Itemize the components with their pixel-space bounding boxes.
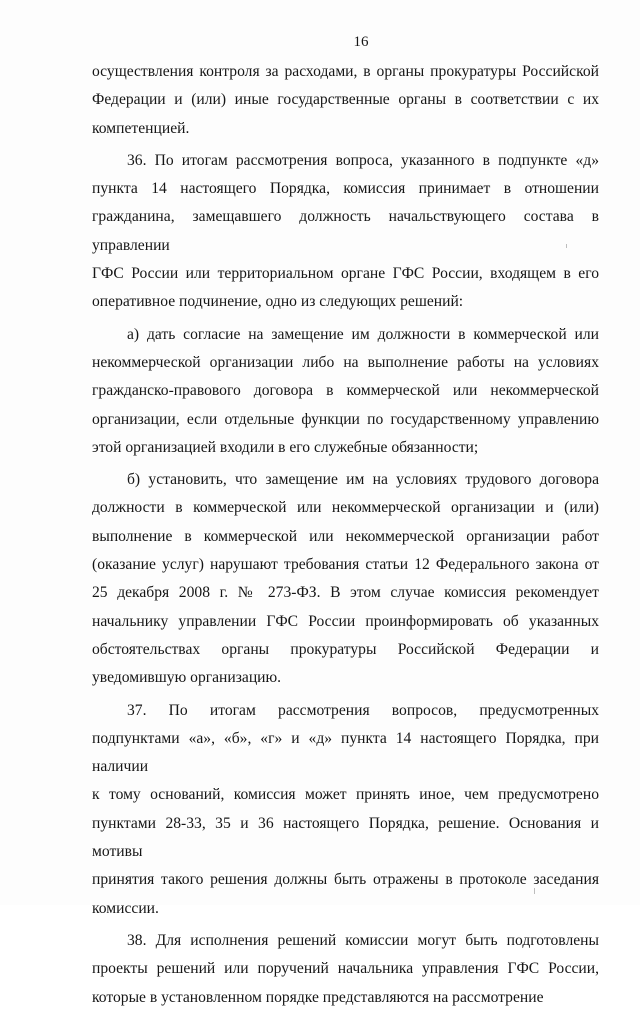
text-line: должности в коммерческой или некоммерческой организации и (или): [92, 499, 599, 517]
text-line: выполнение в коммерческой или некоммерческой организации работ: [92, 527, 599, 545]
text-line: которые в установленном порядке представляются на рассмотрение: [92, 988, 544, 1006]
text-line: пункта 14 настоящего Порядка, комиссия принимает в отношении: [92, 180, 599, 198]
text-line: компетенцией.: [92, 119, 190, 137]
document-body: [92, 58, 599, 1016]
scan-mark: [566, 244, 567, 248]
text-line: подпунктами «а», «б», «г» и «д» пункта 14 настоящего Порядка, при наличии: [92, 729, 599, 776]
paragraph: [92, 321, 599, 462]
scan-mark: [534, 888, 535, 894]
text-line: уведомившую организацию.: [92, 669, 282, 687]
text-line: 37. По итогам рассмотрения вопросов, предусмотренных: [127, 701, 599, 719]
text-line: 36. По итогам рассмотрения вопроса, указанного в подпункте «д»: [127, 151, 599, 169]
text-line: этой организацией входили в его служебные обязанности;: [92, 438, 479, 456]
paragraph: [92, 147, 599, 317]
text-line: комиссии.: [92, 899, 159, 917]
text-line: осуществления контроля за расходами, в органы прокуратуры Российской: [92, 63, 599, 80]
text-line: оперативное подчинение, одно из следующих решений:: [92, 293, 464, 311]
text-line: б) установить, что замещение им на условиях трудового договора: [127, 471, 599, 489]
text-line: а) дать согласие на замещение им должности в коммерческой или: [127, 325, 599, 343]
text-line: ГФС России или территориальном органе ГФС России, входящем в его: [92, 265, 599, 283]
paragraph: [92, 466, 599, 692]
text-line: начальнику управлении ГФС России проинформировать об указанных: [92, 612, 599, 630]
text-line: организации, если отдельные функции по государственному управлению: [92, 410, 599, 428]
text-line: гражданина, замещавшего должность начальствующего состава в управлении: [92, 208, 599, 254]
paragraph: [92, 927, 599, 1012]
text-line: некоммерческой организации либо на выполнение работы на условиях: [92, 353, 599, 371]
text-line: принятия такого решения должны быть отражены в протоколе заседания: [92, 871, 599, 889]
text-line: 38. Для исполнения решений комиссии могут быть подготовлены: [127, 931, 599, 949]
text-line: Федерации и (или) иные государственные органы в соответствии с их: [92, 91, 599, 109]
text-line: к тому оснований, комиссия может принять иное, чем предусмотрено: [92, 786, 599, 804]
text-line: 25 декабря 2008 г. № 273-ФЗ. В этом случае комиссия рекомендует: [92, 584, 599, 602]
text-line: пунктами 28-33, 35 и 36 настоящего Порядка, решение. Основания и мотивы: [92, 814, 599, 861]
text-line: проекты решений или поручений начальника управления ГФС России,: [92, 960, 599, 978]
paragraph: [92, 58, 599, 143]
text-line: (оказание услуг) нарушают требования статьи 12 Федерального закона от: [92, 556, 599, 574]
page-number: 16: [353, 34, 369, 50]
paragraph: [92, 697, 599, 923]
text-line: гражданско-правового договора в коммерческой или некоммерческой: [92, 382, 599, 400]
text-line: обстоятельствах органы прокуратуры Российской Федерации и: [92, 640, 599, 658]
